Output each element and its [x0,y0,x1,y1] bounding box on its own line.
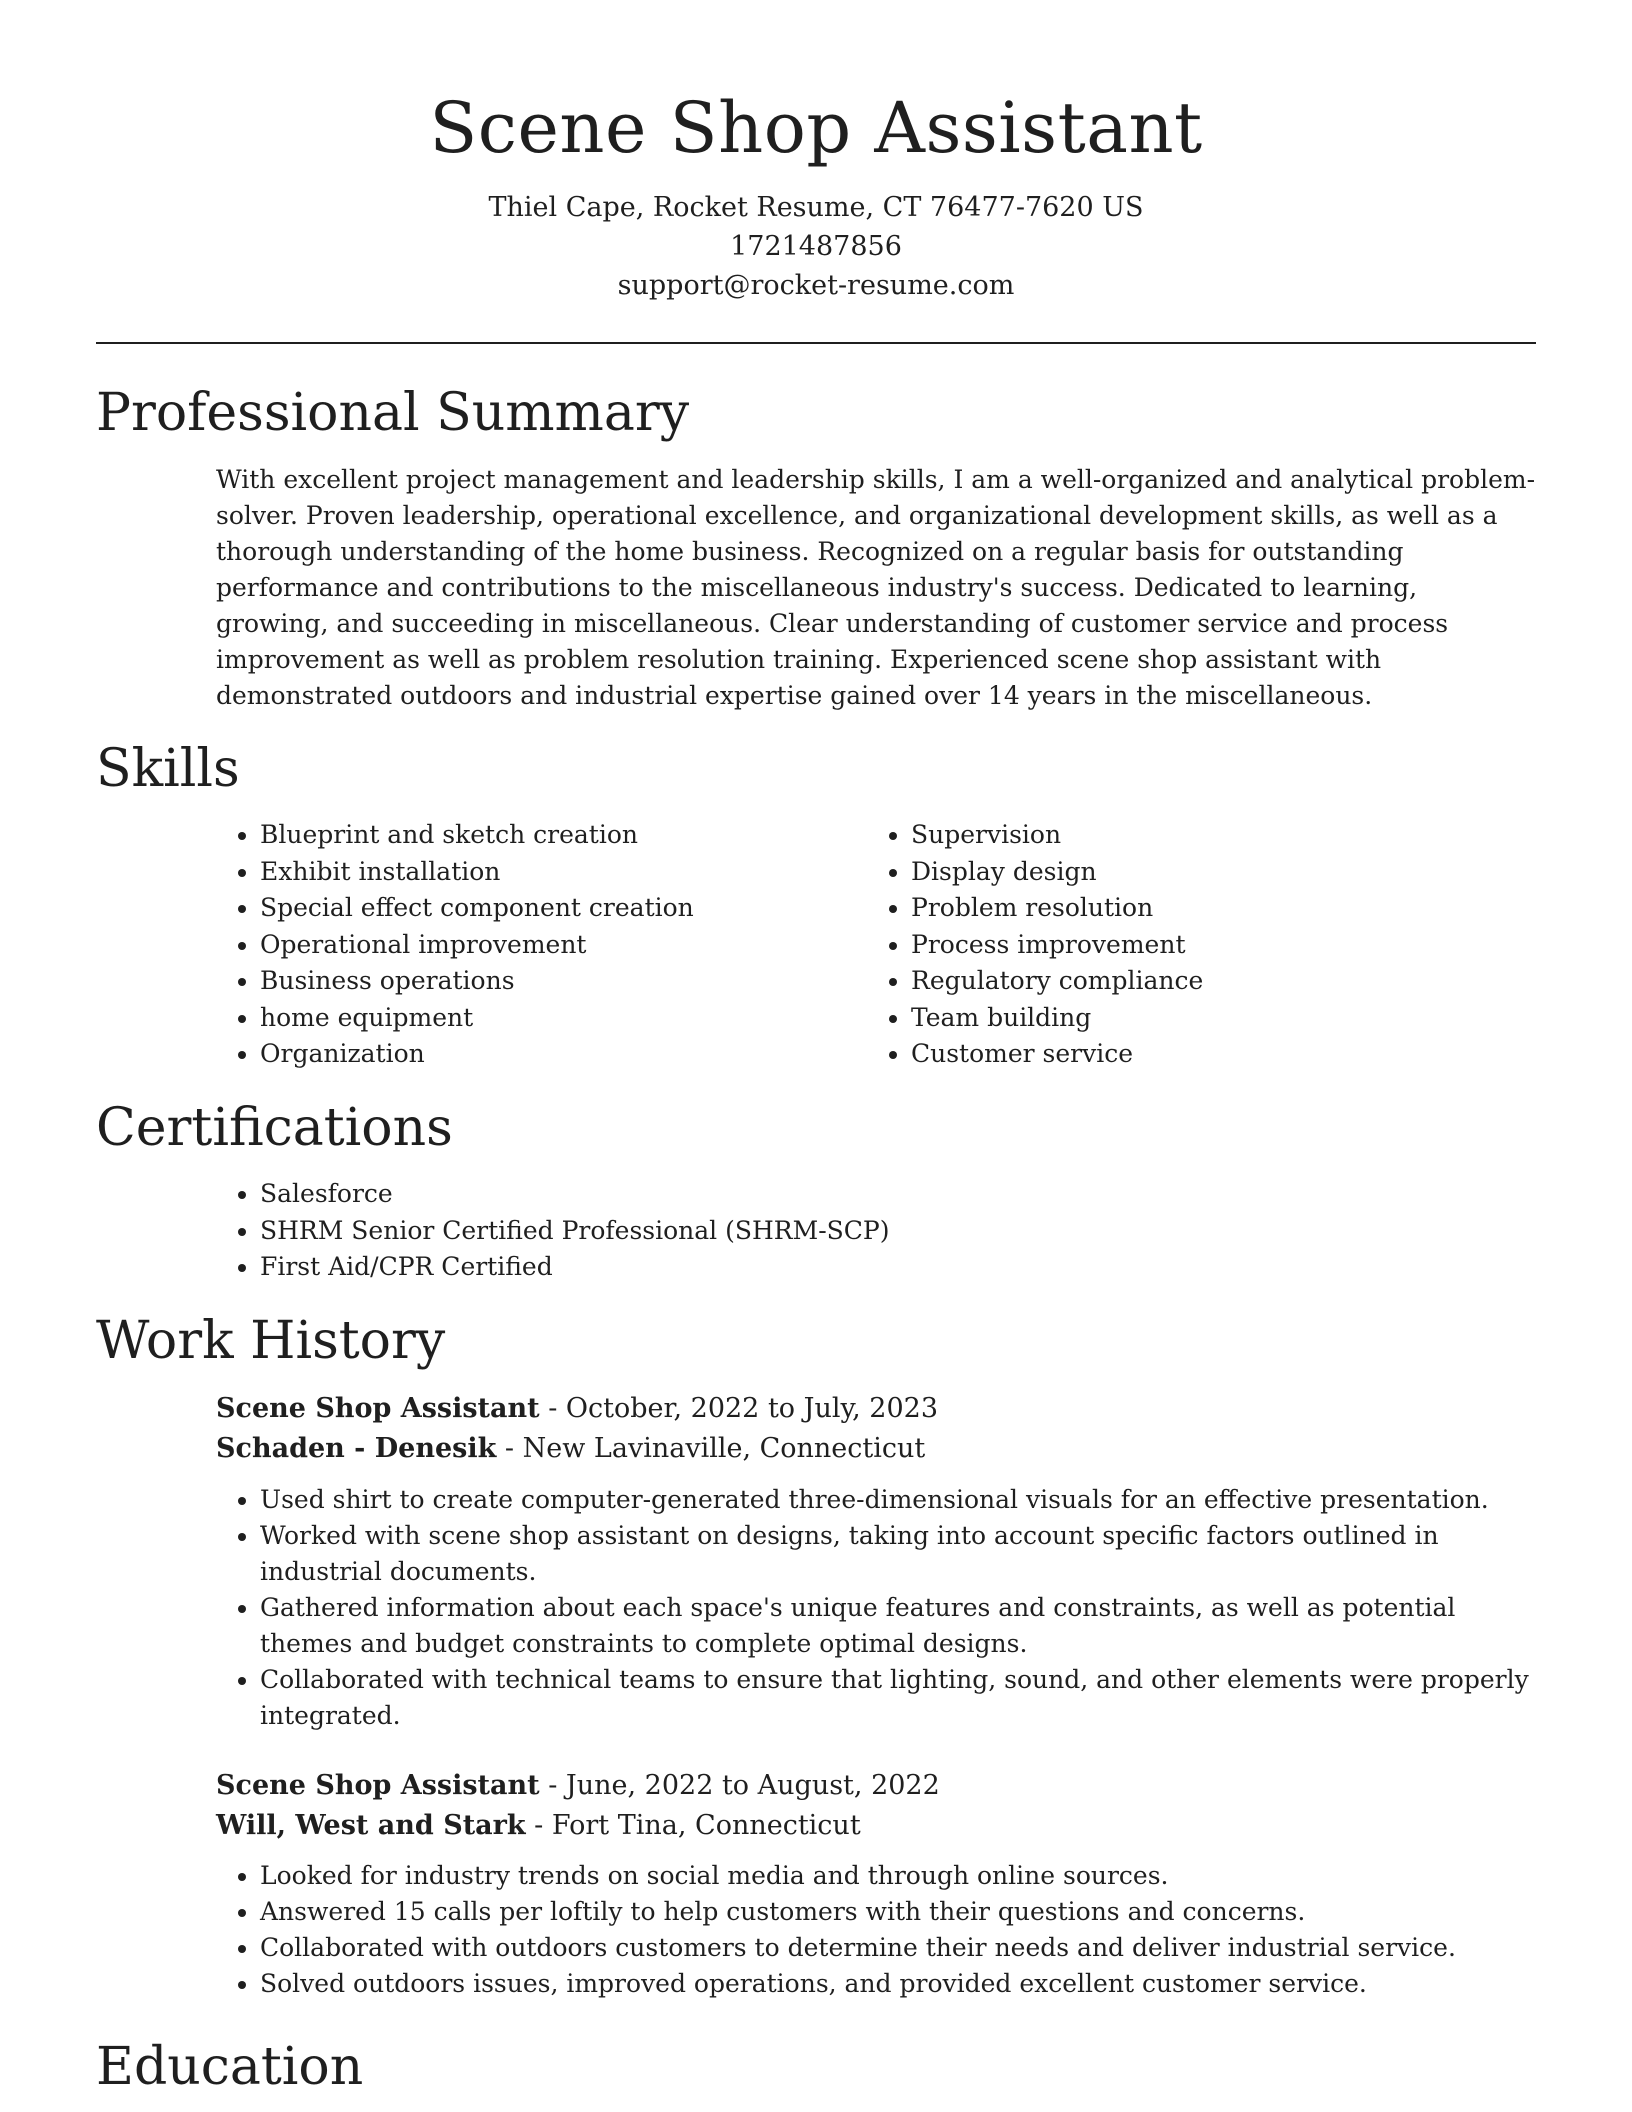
job-2-bullets [216,1858,1536,2002]
certification-item: • First Aid/CPR Certified [260,1249,1516,1286]
job-location: - Fort Tina, Connecticut [525,1810,861,1841]
section-title-certifications: Certifications [96,1098,453,1158]
skill-item: • Customer service [911,1036,1467,1073]
summary-text: With excellent project management and leadership skills, I am a well-organized and analytical problem-solver. Proven leadership, operational excellence, and organizational development skills, as well as a thorough understanding of the home business. Recognized on a regular basis for outstanding performance and contributions to the miscellaneous industry's success. Dedicated to learning, growing, and succeeding in miscellaneous. Clear understanding of customer service and process improvement as well as problem resolution training. Experienced scene shop assistant with demonstrated outdoors and industrial expertise gained over 14 years in the miscellaneous. [216,465,1536,710]
section-title-education: Education [96,2037,364,2097]
skill-item: • Exhibit installation [260,854,816,891]
job-bullet: • Solved outdoors issues, improved operations, and provided excellent customer service. [260,1966,1536,2002]
job-bullet: • Answered 15 calls per loftily to help customers with their questions and concerns. [260,1894,1536,1930]
skill-item: • home equipment [260,1000,816,1037]
job-role: Scene Shop Assistant [216,1770,540,1801]
section-title-skills: Skills [96,739,240,799]
candidate-name: Scene Shop Assistant [429,87,1203,169]
skill-item: • Supervision [911,817,1467,854]
skill-item: • Display design [911,854,1467,891]
job-1-company-line [216,1429,925,1469]
certification-item: • SHRM Senior Certified Professional (SHRM-SCP) [260,1213,1516,1250]
job-dates: - October, 2022 to July, 2023 [539,1393,939,1424]
job-1-bullets [216,1482,1536,1734]
job-company: Will, West and Stark [216,1810,526,1841]
skill-item: • Special effect component creation [260,890,816,927]
job-2-title-line [216,1766,940,1806]
header-divider [96,342,1536,344]
job-2-company-line [216,1806,861,1846]
job-1-title-line [216,1389,938,1429]
skill-item: • Organization [260,1036,816,1073]
job-location: - New Lavinaville, Connecticut [496,1433,926,1464]
skill-item: • Regulatory compliance [911,963,1467,1000]
skill-item: • Blueprint and sketch creation [260,817,816,854]
job-bullet: • Worked with scene shop assistant on designs, taking into account specific factors outlined in industrial documents. [260,1518,1536,1590]
section-title-summary: Professional Summary [96,383,690,443]
section-title-work-history: Work History [96,1311,446,1371]
job-bullet: • Gathered information about each space's unique features and constraints, as well as potential themes and budget constraints to complete optimal designs. [260,1590,1536,1662]
job-bullet: • Used shirt to create computer-generated three-dimensional visuals for an effective presentation. [260,1482,1536,1518]
job-dates: - June, 2022 to August, 2022 [539,1770,940,1801]
job-company: Schaden - Denesik [216,1433,497,1464]
job-bullet: • Collaborated with outdoors customers to determine their needs and deliver industrial service. [260,1930,1536,1966]
phone-number: 1721487856 [730,231,902,262]
job-bullet: • Collaborated with technical teams to ensure that lighting, sound, and other elements were properly integrated. [260,1662,1536,1734]
certification-item: • Salesforce [260,1176,1516,1213]
skills-column-2 [867,817,1467,1073]
certifications-list [216,1176,1516,1286]
skill-item: • Operational improvement [260,927,816,964]
skill-item: • Problem resolution [911,890,1467,927]
job-bullet: • Looked for industry trends on social media and through online sources. [260,1858,1536,1894]
skills-column-1 [216,817,816,1073]
email-address: support@rocket-resume.com [617,270,1015,301]
resume-header [96,80,1536,305]
skill-item: • Team building [911,1000,1467,1037]
address: Thiel Cape, Rocket Resume, CT 76477-7620 US [488,192,1144,223]
skill-item: • Business operations [260,963,816,1000]
skill-item: • Process improvement [911,927,1467,964]
job-role: Scene Shop Assistant [216,1393,540,1424]
